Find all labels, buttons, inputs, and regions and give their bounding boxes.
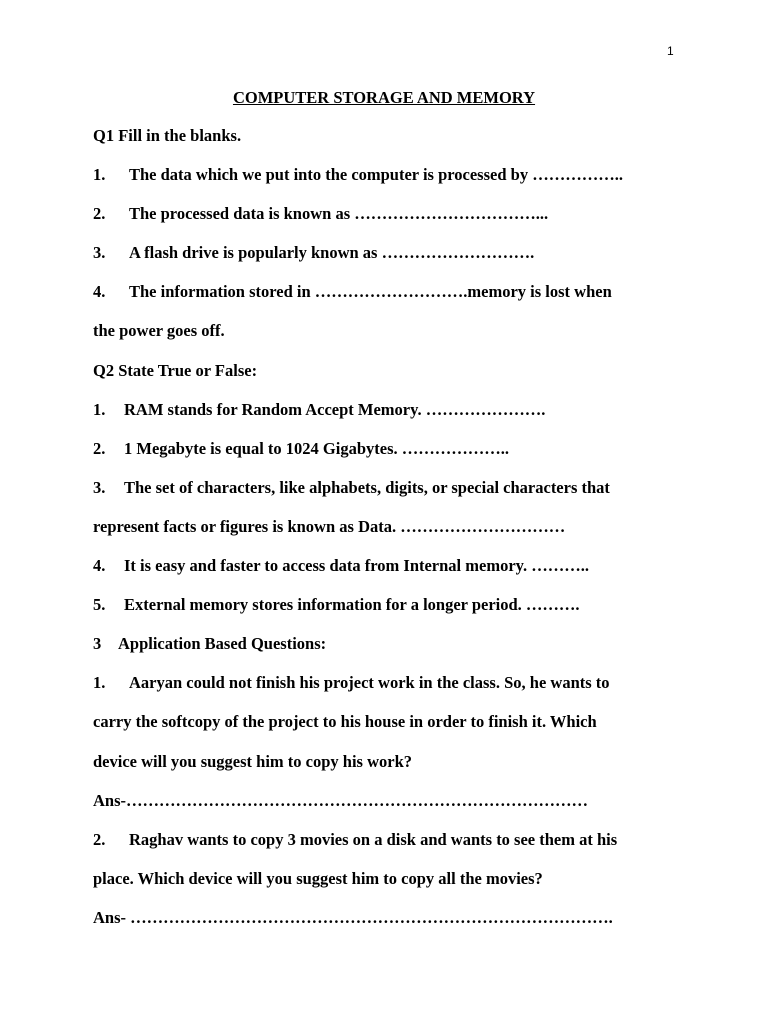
q1-item-4-continuation: the power goes off. (93, 321, 225, 341)
item-text: Aaryan could not finish his project work in the class. So, he wants to (129, 673, 610, 693)
item-number: 2. (93, 438, 106, 458)
item-text: RAM stands for Random Accept Memory. …………………. (124, 399, 546, 419)
item-text: Raghav wants to copy 3 movies on a disk and wants to see them at his (129, 829, 618, 849)
q3-heading (93, 632, 693, 671)
item-text: It is easy and faster to access data from Internal memory. ……….. (124, 556, 589, 576)
q3-item-2-line-2: place. Which device will you suggest him to copy all the movies? (93, 868, 543, 888)
q1-item-1 (93, 163, 693, 202)
item-number: 3. (93, 477, 106, 497)
worksheet-body (93, 124, 693, 945)
item-text: A flash drive is popularly known as ………………………. (129, 243, 535, 263)
q3-item-1-line-3: device will you suggest him to copy his work? (93, 751, 413, 771)
item-text: The set of characters, like alphabets, digits, or special characters that (124, 477, 610, 497)
q2-item-3-continuation: represent facts or figures is known as Data. ………………………… (93, 516, 566, 536)
section-number: 3 (93, 634, 102, 654)
item-number: 1. (93, 399, 106, 419)
q2-item-4 (93, 554, 693, 593)
item-number: 1. (93, 165, 106, 185)
item-number: 5. (93, 595, 106, 615)
q1-item-4 (93, 280, 693, 319)
item-text: The processed data is known as ……………………………... (129, 204, 549, 224)
q2-item-3 (93, 476, 693, 515)
page-title: COMPUTER STORAGE AND MEMORY (232, 88, 536, 107)
q2-item-5 (93, 593, 693, 632)
item-number: 3. (93, 243, 106, 263)
q1-item-2 (93, 202, 693, 241)
item-number: 2. (93, 204, 106, 224)
q2-heading: Q2 State True or False: (93, 360, 258, 380)
section-heading: Application Based Questions: (118, 634, 327, 654)
q3-item-2-answer: Ans- ……………………………………………………………………………. (93, 907, 613, 927)
q3-item-2 (93, 828, 693, 867)
q2-item-2 (93, 437, 693, 476)
q3-item-1-answer: Ans-………………………………………………………………………… (93, 790, 589, 810)
q2-item-1 (93, 398, 693, 437)
item-text: The data which we put into the computer is processed by …………….. (129, 165, 623, 185)
item-number: 4. (93, 282, 106, 302)
q1-heading: Q1 Fill in the blanks. (93, 126, 242, 145)
item-text: External memory stores information for a longer period. ………. (124, 595, 580, 615)
q3-item-1-line-2: carry the softcopy of the project to his house in order to finish it. Which (93, 712, 597, 732)
item-text: The information stored in ……………………….memory is lost when (129, 282, 612, 302)
q1-item-3 (93, 241, 693, 280)
item-number: 1. (93, 673, 106, 693)
item-number: 2. (93, 829, 106, 849)
q3-item-1 (93, 671, 693, 710)
item-number: 4. (93, 556, 106, 576)
page-number: 1 (667, 44, 674, 58)
item-text: 1 Megabyte is equal to 1024 Gigabytes. ……………….. (124, 438, 509, 458)
